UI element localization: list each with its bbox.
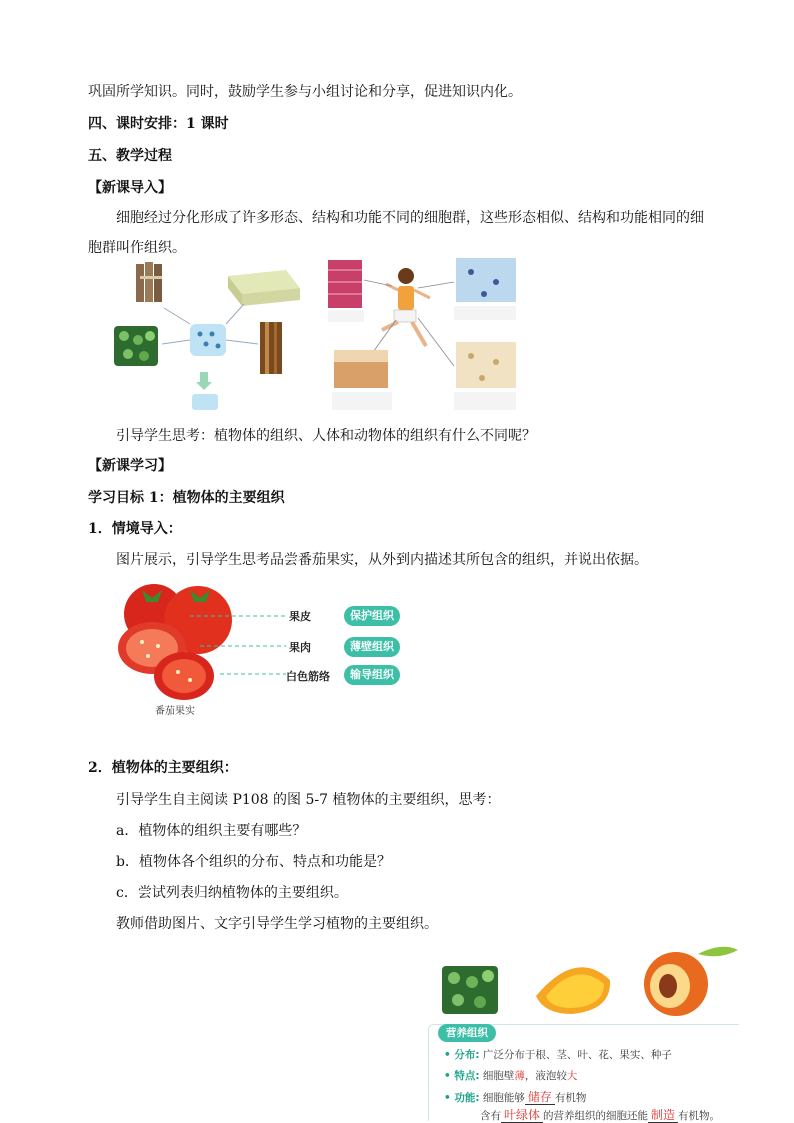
card-features: • 特点: 细胞壁薄，液泡较大 xyxy=(444,1070,578,1082)
para-review: 巩固所学知识。同时，鼓励学生参与小组讨论和分享，促进知识内化。 xyxy=(88,84,522,100)
para-intro-1: 细胞经过分化形成了许多形态、结构和功能不同的细胞群，这些形态相似、结构和功能相同的细 xyxy=(116,210,704,226)
green-cell-cube-icon xyxy=(442,966,498,1014)
connective-tissue-icon xyxy=(454,342,516,410)
cell-block-icon xyxy=(228,270,300,306)
fiber-tissue-icon xyxy=(136,262,162,302)
para-guiding-question: 引导学生思考：植物体的组织、人体和动物体的组织有什么不同呢？ xyxy=(116,428,536,444)
tomato-pointer-lines xyxy=(190,610,290,680)
epithelial-tissue-icon xyxy=(332,350,392,410)
undifferentiated-cells-icon xyxy=(190,324,226,356)
muscle-tissue-icon xyxy=(328,260,364,322)
part-label-flesh: 果肉 xyxy=(289,641,311,654)
learning-goal-1: 学习目标 1：植物体的主要组织 xyxy=(88,490,285,506)
part-label-veins: 白色筋络 xyxy=(286,670,330,683)
peach-icon xyxy=(644,947,738,1016)
para-intro-2: 胞群叫作组织。 xyxy=(88,240,186,256)
vessel-tissue-icon xyxy=(260,322,282,374)
card-function: • 功能: 细胞能够 储存 有机物 xyxy=(444,1090,587,1104)
card-distribution: • 分布: 广泛分布于根、茎、叶、花、果实、种子 xyxy=(444,1049,672,1061)
card-function-2: 含有 叶绿体 的营养组织的细胞还能 制造 有机物。 xyxy=(480,1108,721,1122)
tomato-caption: 番茄果实 xyxy=(155,706,195,717)
human-tissue-figure xyxy=(326,258,522,416)
step-1-heading: 1．情境导入： xyxy=(88,521,182,537)
tissue-tag-conductive: 输导组织 xyxy=(344,665,400,685)
green-tissue-icon xyxy=(114,326,158,366)
cell-differentiation-figure xyxy=(108,258,308,416)
para-reading: 引导学生自主阅读 P108 的图 5-7 植物体的主要组织，思考： xyxy=(116,792,501,808)
runner-figure xyxy=(382,268,430,346)
heading-intro: 【新课导入】 xyxy=(88,180,172,196)
orange-segment-icon xyxy=(536,967,610,1014)
down-arrow-icon xyxy=(196,372,212,390)
card-title-badge: 营养组织 xyxy=(438,1024,496,1042)
section-process: 五、教学过程 xyxy=(88,148,172,164)
section-schedule: 四、课时安排：1 课时 xyxy=(88,116,229,132)
nerve-tissue-icon xyxy=(454,258,516,320)
tissue-tag-protective: 保护组织 xyxy=(344,606,400,626)
tissue-tag-parenchyma: 薄壁组织 xyxy=(344,637,400,657)
para-tomato-instruction: 图片展示，引导学生思考品尝番茄果实，从外到内描述其所包含的组织，并说出依据。 xyxy=(116,552,648,568)
nutrient-tissue-images xyxy=(436,940,742,1022)
para-teacher: 教师借助图片、文字引导学生学习植物的主要组织。 xyxy=(116,916,438,932)
question-a: a．植物体的组织主要有哪些？ xyxy=(116,823,307,839)
question-b: b．植物体各个组织的分布、特点和功能是？ xyxy=(116,854,391,870)
part-label-peel: 果皮 xyxy=(289,610,311,623)
step-2-heading: 2．植物体的主要组织： xyxy=(88,760,238,776)
heading-new-lesson: 【新课学习】 xyxy=(88,458,172,474)
question-c: c．尝试列表归纳植物体的主要组织。 xyxy=(116,885,348,901)
